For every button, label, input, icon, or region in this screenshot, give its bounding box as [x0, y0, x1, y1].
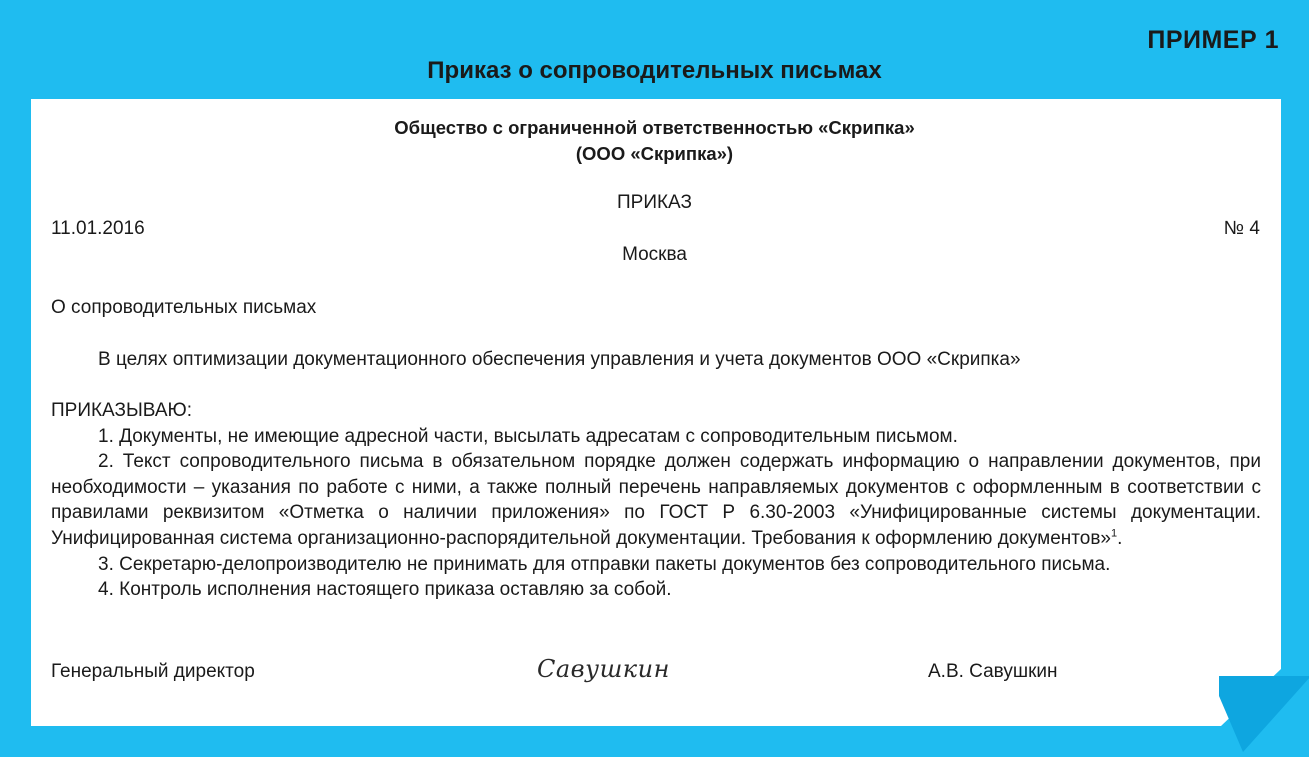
signatory-position: Генеральный директор	[51, 661, 255, 682]
order-item-2-end: .	[1117, 527, 1123, 549]
example-label: ПРИМЕР 1	[1147, 26, 1279, 54]
doc-number: № 4	[1223, 218, 1260, 239]
order-body	[51, 398, 1261, 603]
order-item-4: 4. Контроль исполнения настоящего приказа оставляю за собой.	[98, 579, 672, 601]
handwritten-signature: Савушкин	[537, 655, 670, 683]
doc-date: 11.01.2016	[51, 218, 145, 239]
organization-name	[0, 115, 1309, 167]
footnote-marker: 1	[1111, 527, 1118, 540]
doc-subject: О сопроводительных письмах	[51, 297, 317, 318]
order-item-2-text: 2. Текст сопроводительного письма в обязательном порядке должен содержать информацию о направлении документов, при необходимости – указания по работе с ними, а также полный перечень направляемых документов с оформленным в соответствии с правилами реквизитом «Отметка о наличии приложения» по ГОСТ Р 6.30-2003 «Унифицированные системы документации. Унифицированная система организационно-распорядительной документации. Требования к оформлению документов»	[51, 451, 1261, 549]
order-item-2	[51, 449, 1261, 551]
organization-full-name: Общество с ограниченной ответственностью «Скрипка»	[394, 117, 915, 138]
doc-preamble: В целях оптимизации документационного обеспечения управления и учета документов ООО «Скрипка»	[98, 349, 1021, 370]
doc-type: ПРИКАЗ	[617, 192, 692, 213]
order-word: ПРИКАЗЫВАЮ:	[51, 400, 192, 421]
doc-city: Москва	[622, 244, 687, 265]
order-item-3: 3. Секретарю-делопроизводителю не принимать для отправки пакеты документов без сопроводительного письма.	[98, 553, 1111, 575]
header-title: Приказ о сопроводительных письмах	[427, 57, 882, 84]
order-item-1: 1. Документы, не имеющие адресной части, высылать адресатам с сопроводительным письмом.	[98, 425, 958, 447]
organization-short-name: (ООО «Скрипка»)	[575, 143, 734, 164]
signatory-name: А.В. Савушкин	[928, 661, 1058, 682]
